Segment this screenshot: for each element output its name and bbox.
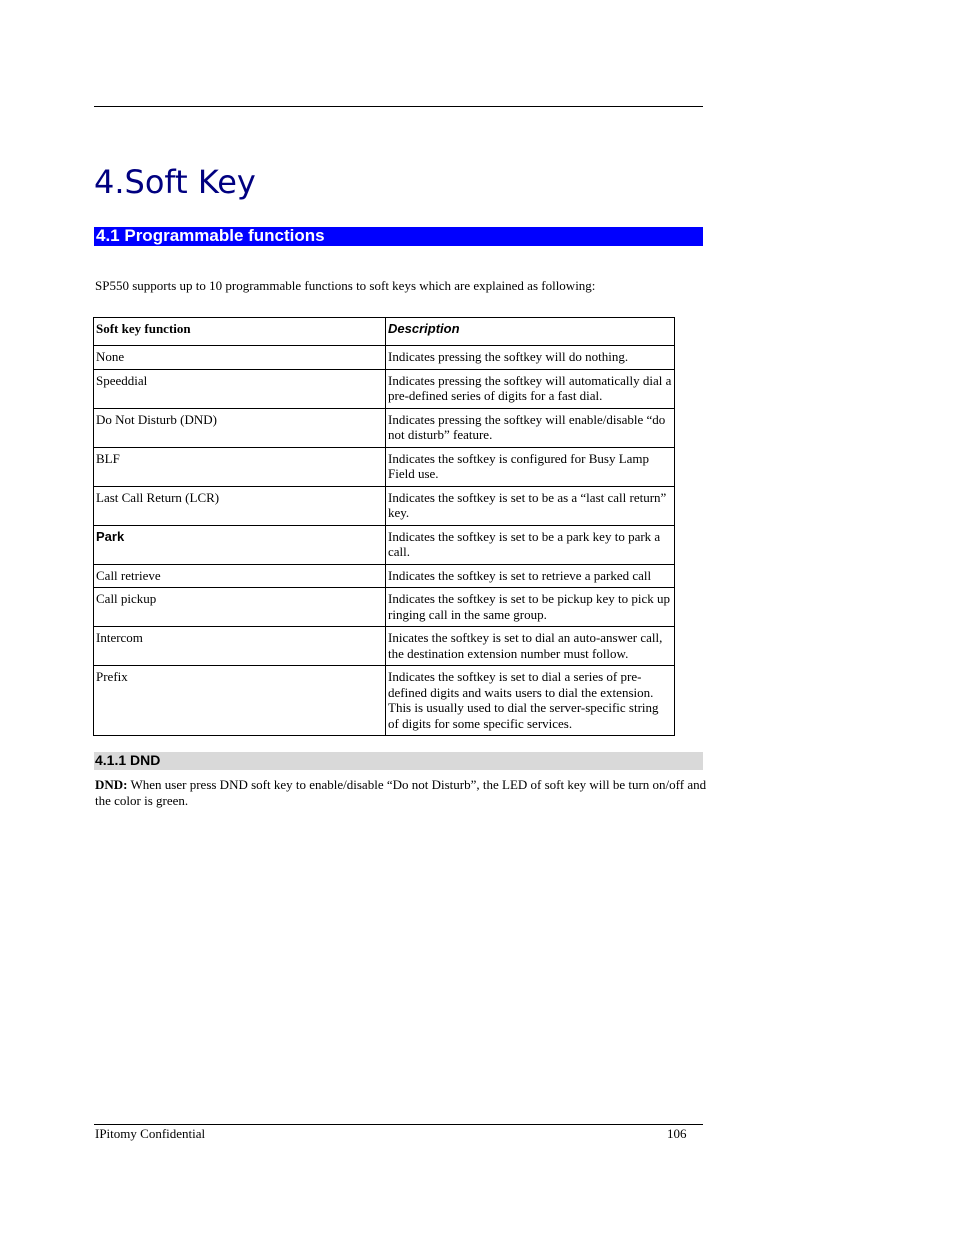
function-cell: Call pickup [94,588,386,627]
soft-key-function-table [93,317,675,736]
table-row [94,486,675,525]
description-cell: Indicates the softkey is set to dial a series of pre-defined digits and waits users to dial the extension. This is usually used to dial the server-specific string of digits for some specific services. [386,666,675,736]
table-row [94,666,675,736]
description-cell: Indicates the softkey is set to be pickup key to pick up ringing call in the same group. [386,588,675,627]
subsection-heading-bar [94,752,703,770]
section-heading-bar [94,227,703,246]
table-row [94,346,675,370]
description-cell: Indicates pressing the softkey will enable/disable “do not disturb” feature. [386,408,675,447]
description-cell: Indicates the softkey is configured for Busy Lamp Field use. [386,447,675,486]
description-cell: Inicates the softkey is set to dial an auto-answer call, the destination extension number must follow. [386,627,675,666]
description-cell: Indicates the softkey is set to retrieve a parked call [386,564,675,588]
table-row [94,627,675,666]
dnd-label: DND: [95,777,128,792]
description-cell: Indicates pressing the softkey will do nothing. [386,346,675,370]
description-cell: Indicates the softkey is set to be a park key to park a call. [386,525,675,564]
dnd-paragraph [95,777,707,809]
description-cell: Indicates pressing the softkey will automatically dial a pre-defined series of digits for a fast dial. [386,369,675,408]
section-title: 4.1 Programmable functions [96,226,325,245]
footer-confidential: IPitomy Confidential [95,1126,206,1141]
table-row [94,564,675,588]
subsection-title: 4.1.1 DND [95,752,161,768]
table-header-row [94,318,675,346]
function-cell: Prefix [94,666,386,736]
table-row [94,588,675,627]
page-number: 106 [667,1126,687,1141]
chapter-title: 4.Soft Key [94,163,256,201]
header-rule [94,106,703,107]
table-row [94,447,675,486]
footer-rule [94,1124,703,1125]
table-row [94,525,675,564]
column-header-function: Soft key function [94,318,386,346]
table-row [94,408,675,447]
description-cell: Indicates the softkey is set to be as a “last call return” key. [386,486,675,525]
function-cell: Call retrieve [94,564,386,588]
table-row [94,369,675,408]
intro-paragraph: SP550 supports up to 10 programmable functions to soft keys which are explained as following: [95,278,596,293]
function-cell: None [94,346,386,370]
function-cell: Speeddial [94,369,386,408]
function-cell: Intercom [94,627,386,666]
function-cell: BLF [94,447,386,486]
dnd-text: When user press DND soft key to enable/disable “Do not Disturb”, the LED of soft key will be turn on/off and the color is green. [95,777,707,808]
function-cell: Park [94,525,386,564]
function-cell: Last Call Return (LCR) [94,486,386,525]
function-cell: Do Not Disturb (DND) [94,408,386,447]
column-header-description: Description [386,318,675,346]
